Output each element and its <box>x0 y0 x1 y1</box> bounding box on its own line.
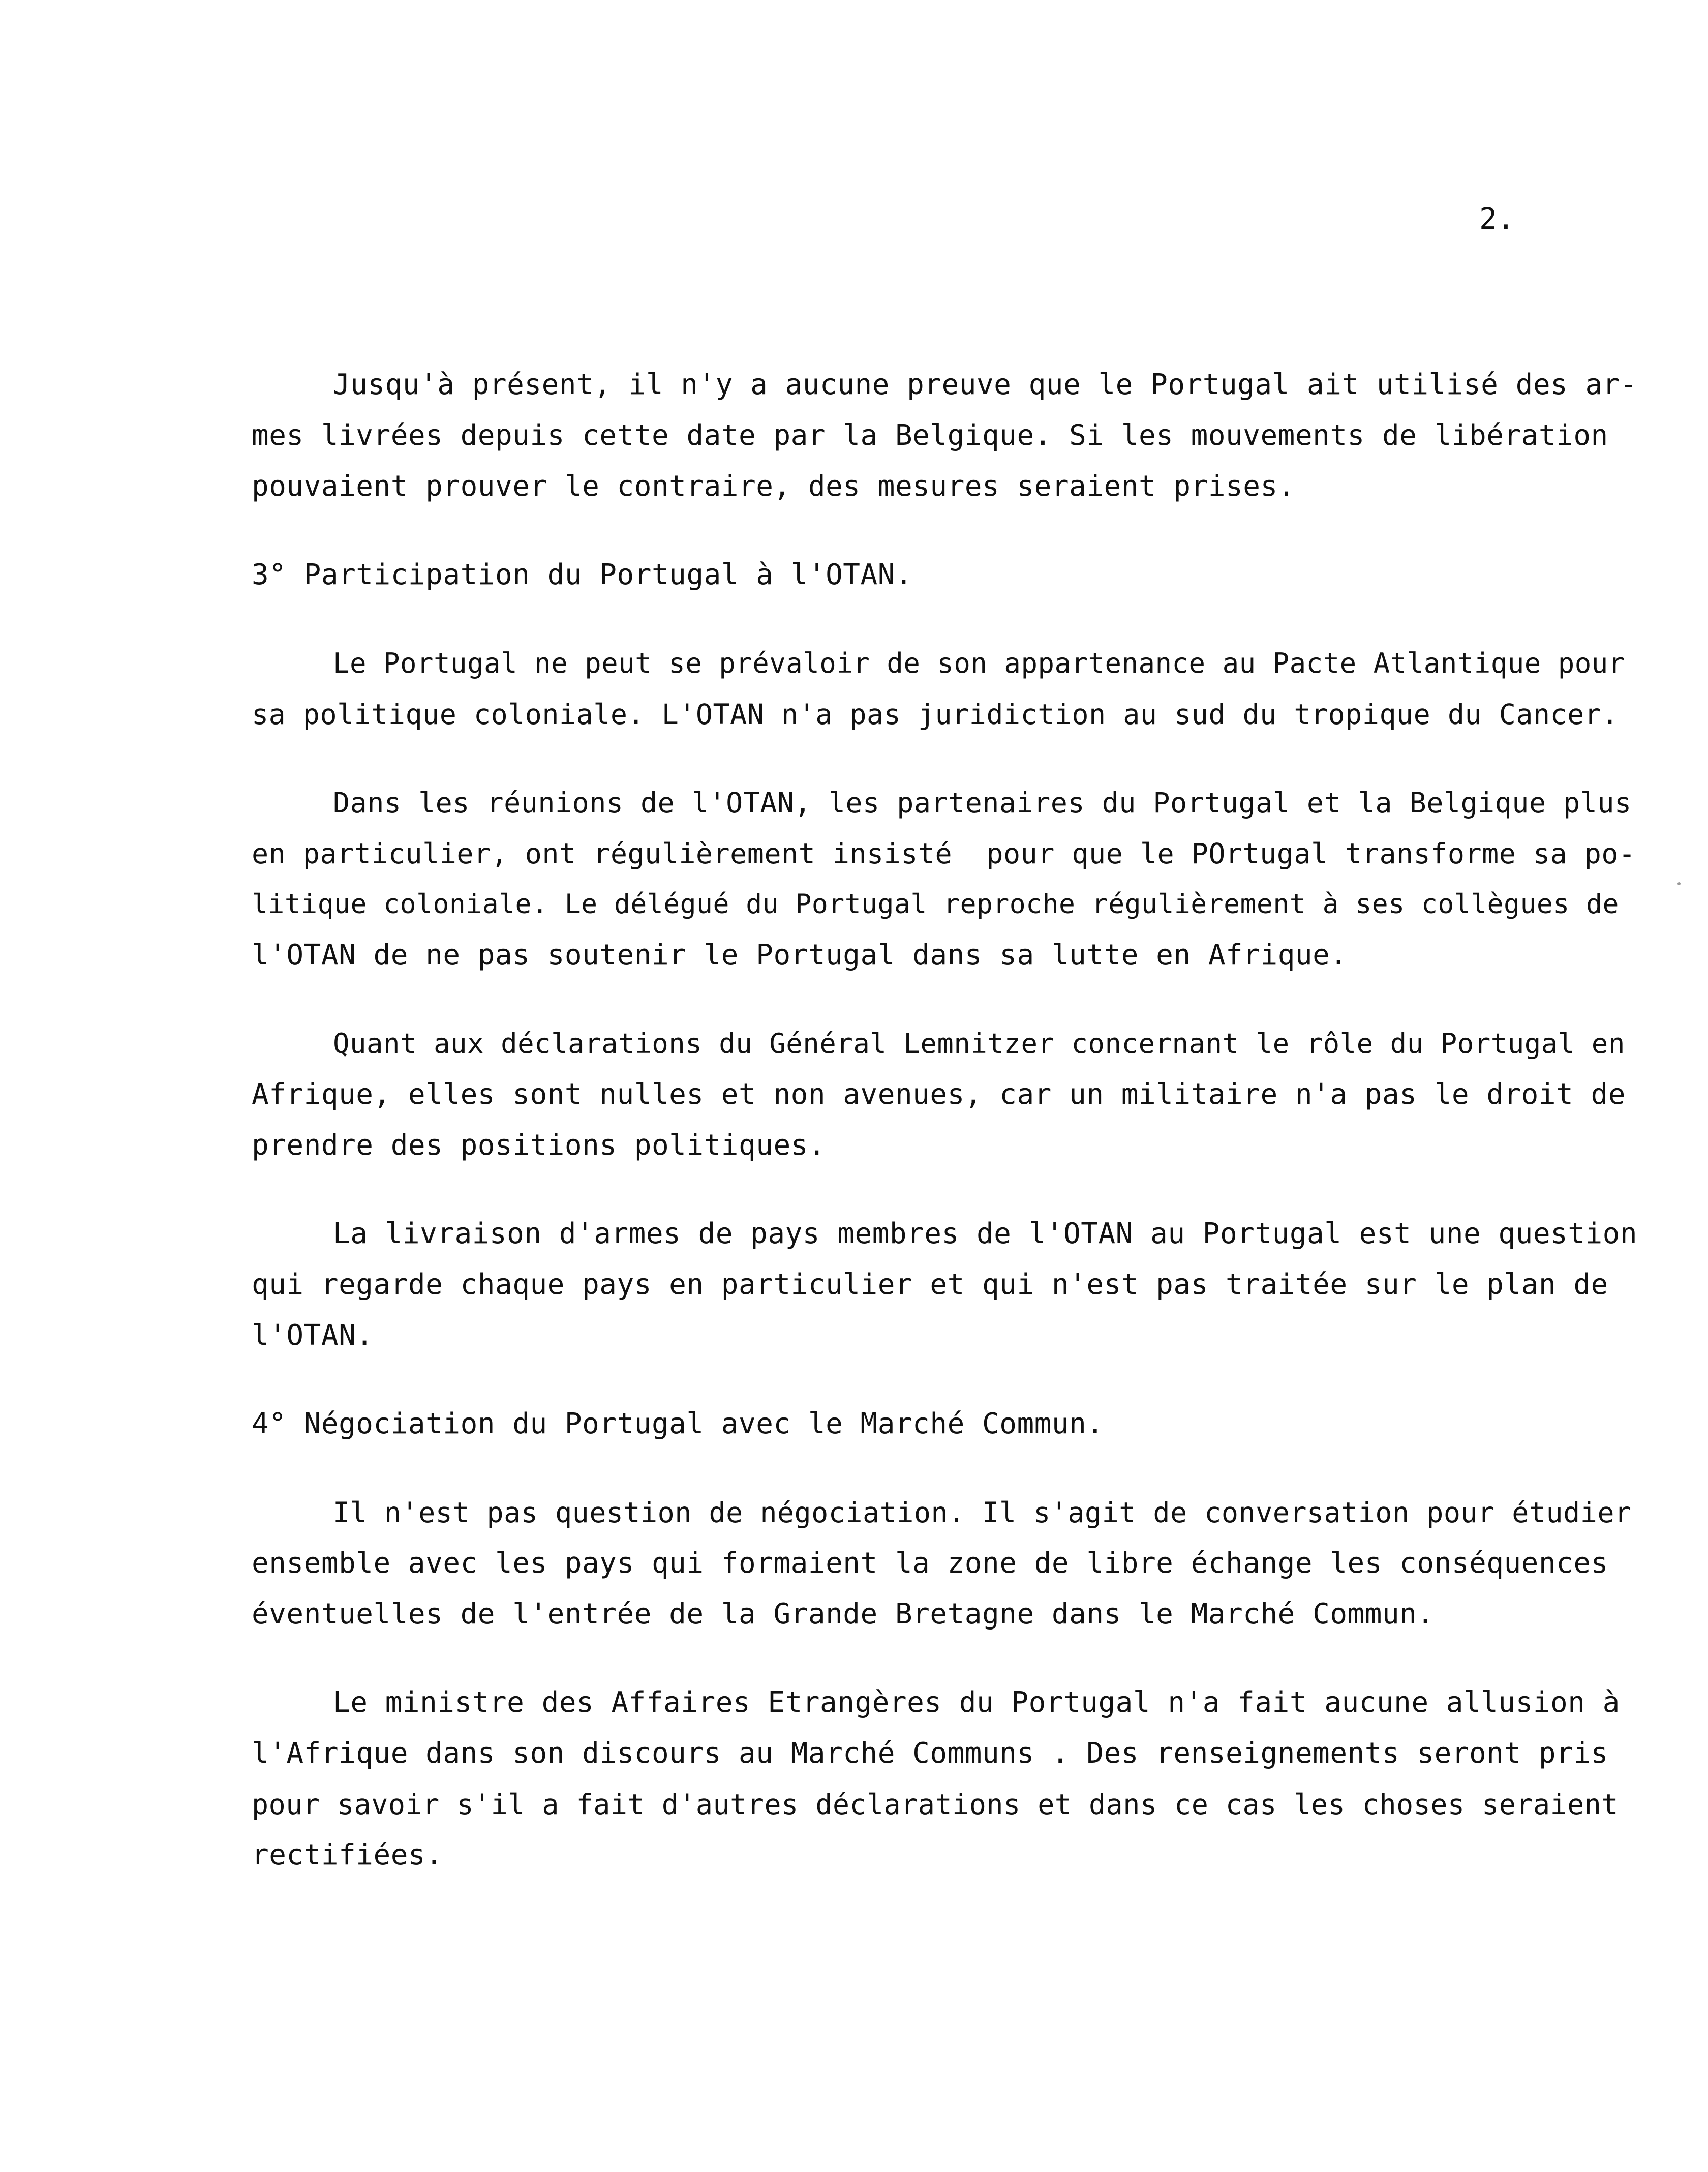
paragraph-7-line-4: rectifiées. <box>252 1838 443 1872</box>
section-heading-3: 3° Participation du Portugal à l'OTAN. <box>252 558 913 591</box>
paragraph-5-line-2: qui regarde chaque pays en particulier et qui n'est pas traitée sur le plan de <box>252 1268 1608 1301</box>
paragraph-5-line-3: l'OTAN. <box>252 1319 374 1352</box>
paragraph-7-line-2: l'Afrique dans son discours au Marché Communs . Des renseignements seront pris <box>252 1737 1608 1770</box>
paragraph-7-line-1: Le ministre des Affaires Etrangères du Portugal n'a fait aucune allusion à <box>333 1686 1620 1719</box>
paragraph-1-line-3: pouvaient prouver le contraire, des mesures seraient prises. <box>252 470 1295 503</box>
paragraph-6-line-2: ensemble avec les pays qui formaient la zone de libre échange les conséquences <box>252 1547 1608 1580</box>
paragraph-6-line-1: Il n'est pas question de négociation. Il s'agit de conversation pour étudier <box>333 1496 1632 1529</box>
paragraph-4-line-1: Quant aux déclarations du Général Lemnitzer concernant le rôle du Portugal en <box>333 1028 1625 1060</box>
paragraph-4-line-3: prendre des positions politiques. <box>252 1129 826 1162</box>
paragraph-2-line-1: Le Portugal ne peut se prévaloir de son appartenance au Pacte Atlantique pour <box>333 647 1625 679</box>
paragraph-7-line-3: pour savoir s'il a fait d'autres déclarations et dans ce cas les choses seraient <box>252 1788 1619 1821</box>
section-heading-4: 4° Négociation du Portugal avec le Marché Commun. <box>252 1407 1104 1440</box>
paragraph-3-line-4: l'OTAN de ne pas soutenir le Portugal dans sa lutte en Afrique. <box>252 939 1348 972</box>
paragraph-3-line-3: litique coloniale. Le délégué du Portugal reproche régulièrement à ses collègues de <box>252 889 1619 920</box>
paragraph-5-line-1: La livraison d'armes de pays membres de l'OTAN au Portugal est une question <box>333 1217 1638 1250</box>
paragraph-2-line-2: sa politique coloniale. L'OTAN n'a pas juridiction au sud du tropique du Cancer. <box>252 698 1619 731</box>
paragraph-3-line-1: Dans les réunions de l'OTAN, les partenaires du Portugal et la Belgique plus <box>333 787 1632 819</box>
paragraph-4-line-2: Afrique, elles sont nulles et non avenues, car un militaire n'a pas le droit de <box>252 1078 1626 1111</box>
scan-speck <box>1678 882 1681 885</box>
paragraph-6-line-3: éventuelles de l'entrée de la Grande Bretagne dans le Marché Commun. <box>252 1597 1435 1631</box>
paragraph-1-line-1: Jusqu'à présent, il n'y a aucune preuve que le Portugal ait utilisé des ar- <box>333 368 1638 401</box>
page-number: 2. <box>1479 201 1515 236</box>
paragraph-3-line-2: en particulier, ont régulièrement insisté pour que le POrtugal transforme sa po- <box>252 837 1636 870</box>
paragraph-1-line-2: mes livrées depuis cette date par la Belgique. Si les mouvements de libération <box>252 419 1608 452</box>
